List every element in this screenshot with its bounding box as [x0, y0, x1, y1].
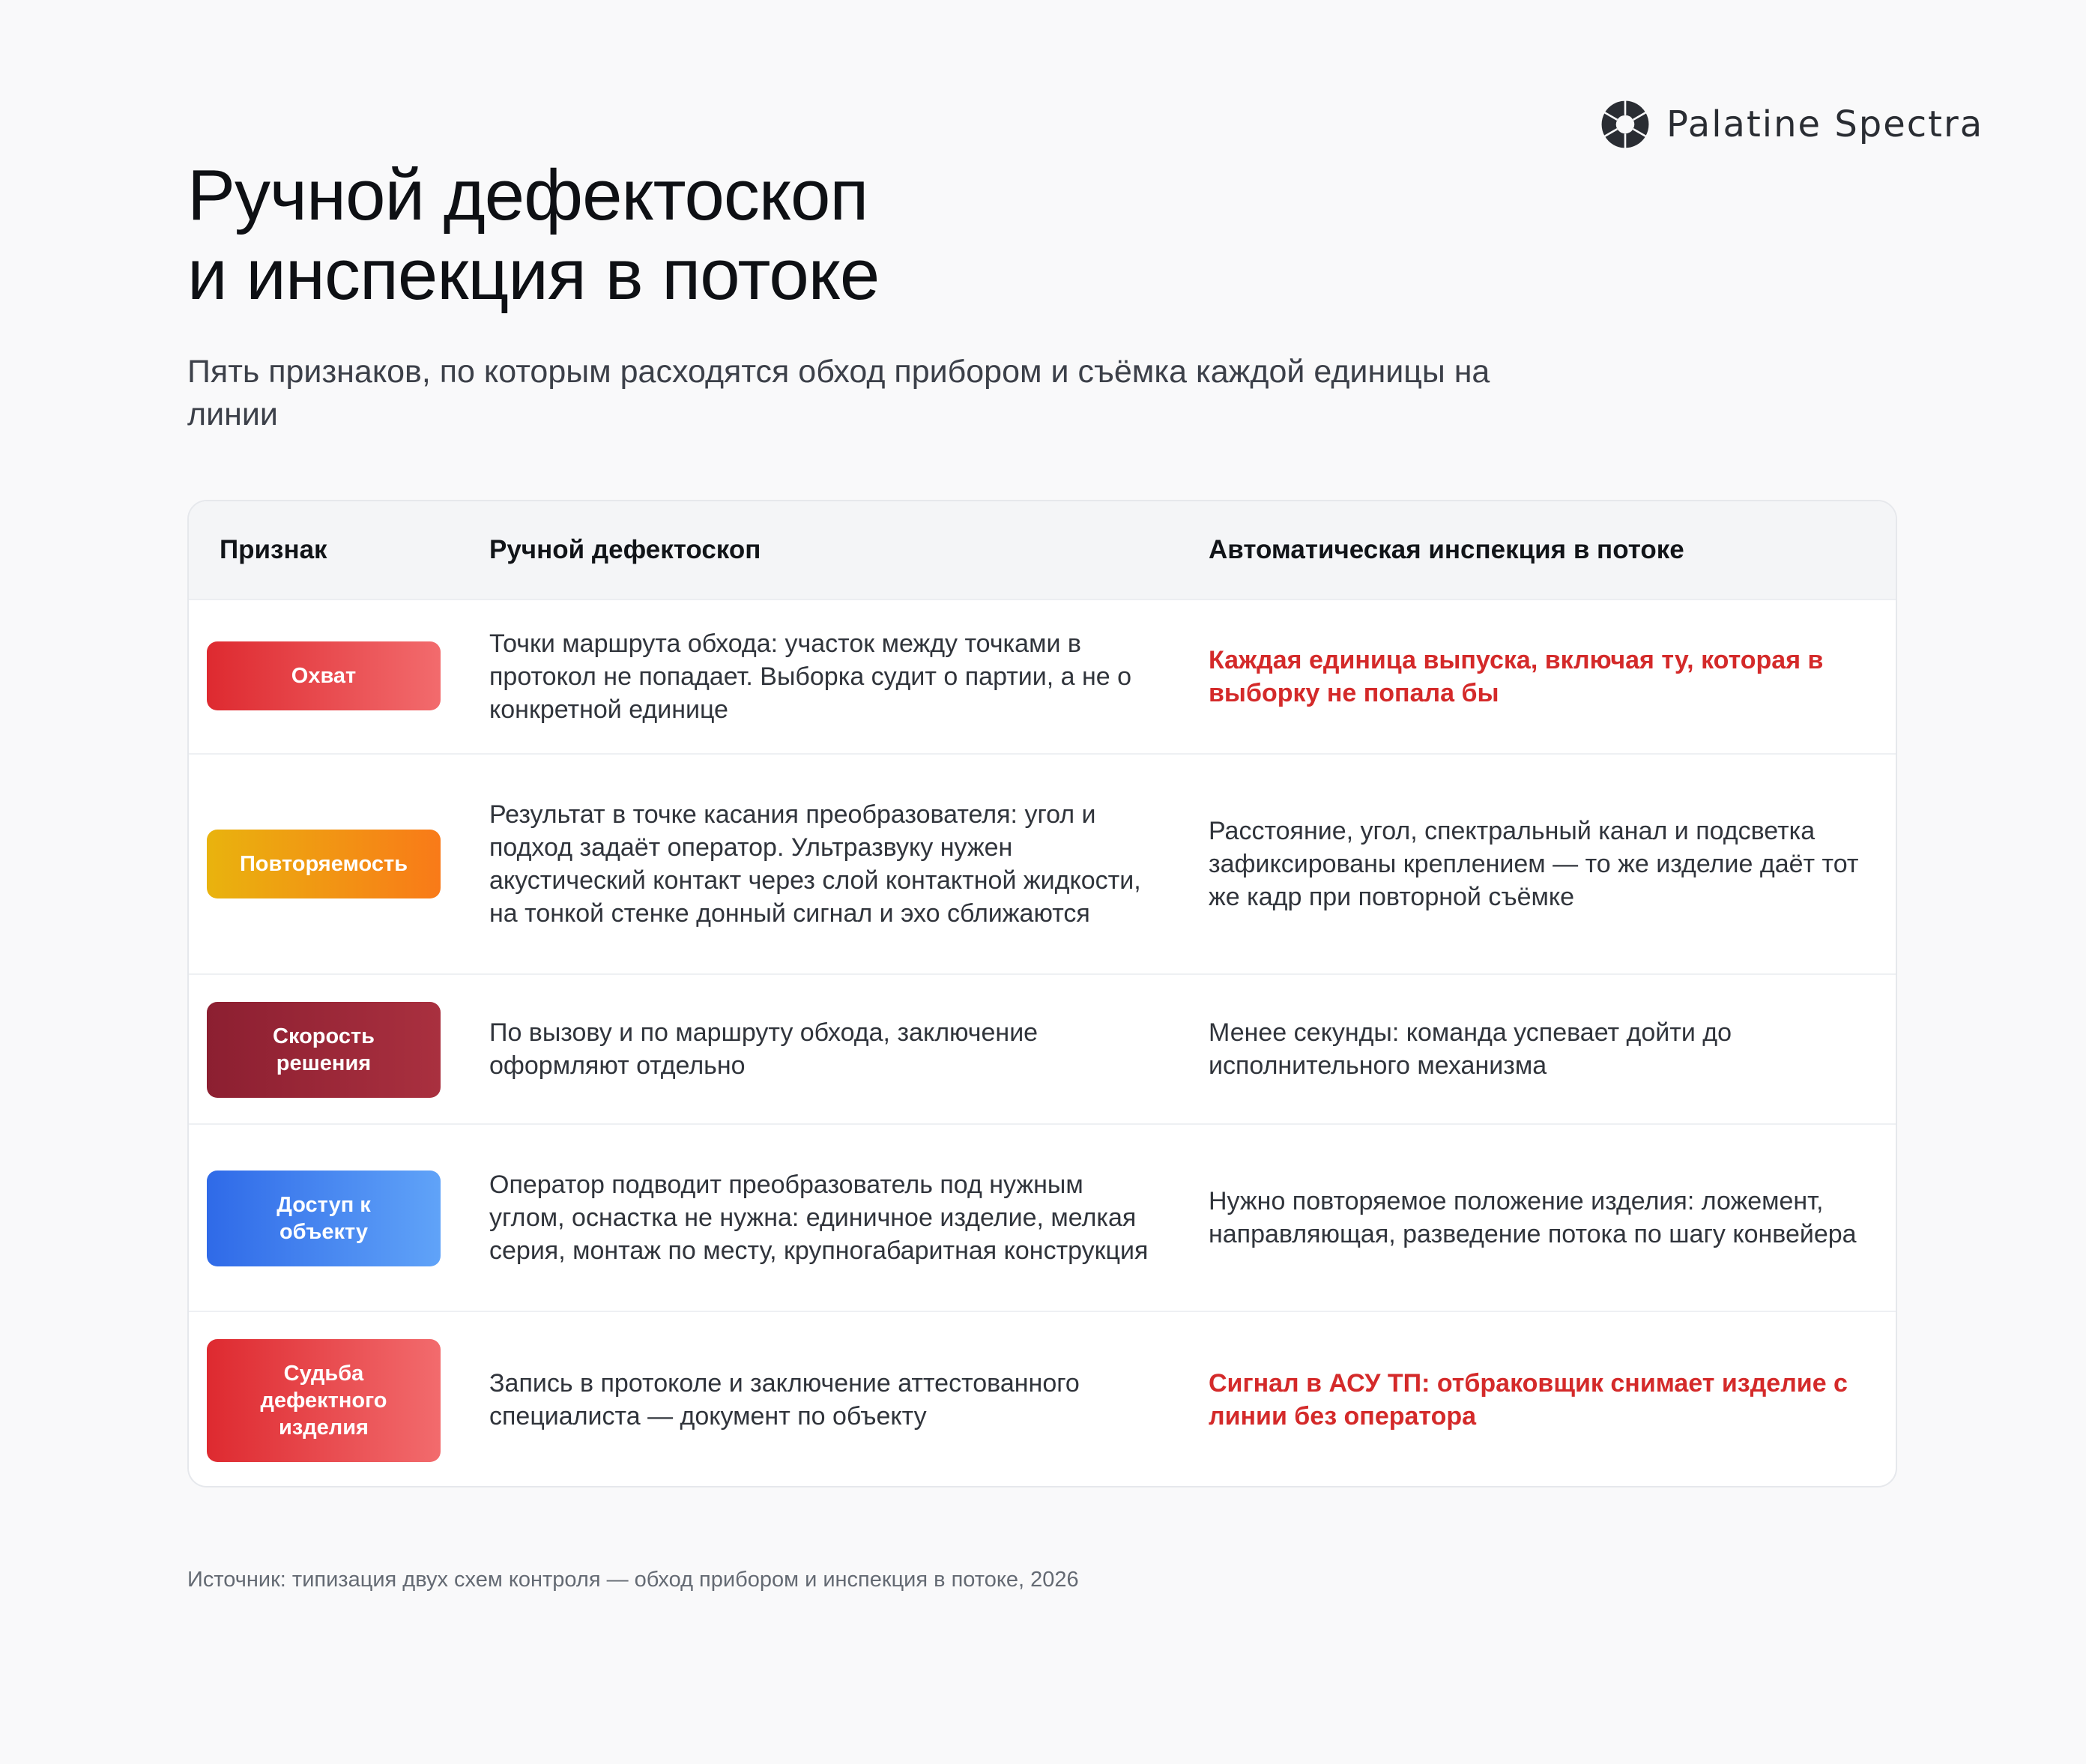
- header-manual: Ручной дефектоскоп: [489, 535, 761, 564]
- page-subtitle: Пять признаков, по которым расходятся обход прибором и съёмка каждой единицы на линии: [187, 354, 1490, 432]
- feature-badge: Судьба дефектного изделия: [207, 1339, 441, 1462]
- table-row: [189, 1125, 1896, 1312]
- feature-badge: Повторяемость: [207, 830, 441, 898]
- auto-cell: Сигнал в АСУ ТП: отбраковщик снимает изделие с линии без оператора: [1209, 1369, 1848, 1431]
- source-note: Источник: типизация двух схем контроля — обход прибором и инспекция в потоке, 2026: [187, 1568, 1079, 1592]
- auto-cell: Менее секунды: команда успевает дойти до исполнительного механизма: [1209, 1018, 1732, 1080]
- feature-badge: Охват: [207, 641, 441, 710]
- brand: [1599, 96, 1983, 153]
- header-feature: Признак: [220, 535, 327, 564]
- table-row: [189, 755, 1896, 975]
- table-header: [189, 501, 1896, 600]
- feature-badge: Доступ к объекту: [207, 1171, 441, 1266]
- table-row: [189, 600, 1896, 755]
- auto-cell: Каждая единица выпуска, включая ту, которая в выборку не попала бы: [1209, 646, 1824, 707]
- manual-cell: Запись в протоколе и заключение аттестованного специалиста — документ по объекту: [489, 1369, 1080, 1431]
- page-title: Ручной дефектоскоп и инспекция в потоке: [187, 155, 880, 315]
- feature-badge: Скорость решения: [207, 1002, 441, 1098]
- auto-cell: Расстояние, угол, спектральный канал и подсветка зафиксированы креплением — то же изделие даёт тот же кадр при повторной съёмке: [1209, 817, 1859, 911]
- comparison-table: [187, 500, 1897, 1487]
- table-row: [189, 975, 1896, 1125]
- manual-cell: Точки маршрута обхода: участок между точками в протокол не попадает. Выборка судит о партии, а не о конкретной единице: [489, 629, 1132, 724]
- manual-cell: Результат в точке касания преобразователя: угол и подход задаёт оператор. Ультразвуку нужен акустический контакт через слой контактной жидкости, на тонкой стенке донный сигнал и эхо сближаются: [489, 800, 1141, 928]
- manual-cell: Оператор подводит преобразователь под нужным углом, оснастка не нужна: единичное изделие, мелкая серия, монтаж по месту, крупногабаритная конструкция: [489, 1171, 1149, 1265]
- header-auto: Автоматическая инспекция в потоке: [1209, 535, 1684, 564]
- aperture-logo-icon: [1599, 96, 1651, 153]
- brand-name: Palatine Spectra: [1666, 103, 1984, 145]
- manual-cell: По вызову и по маршруту обхода, заключение оформляют отдельно: [489, 1018, 1039, 1080]
- table-row: [189, 1312, 1896, 1487]
- auto-cell: Нужно повторяемое положение изделия: ложемент, направляющая, разведение потока по шагу конвейера: [1209, 1187, 1857, 1248]
